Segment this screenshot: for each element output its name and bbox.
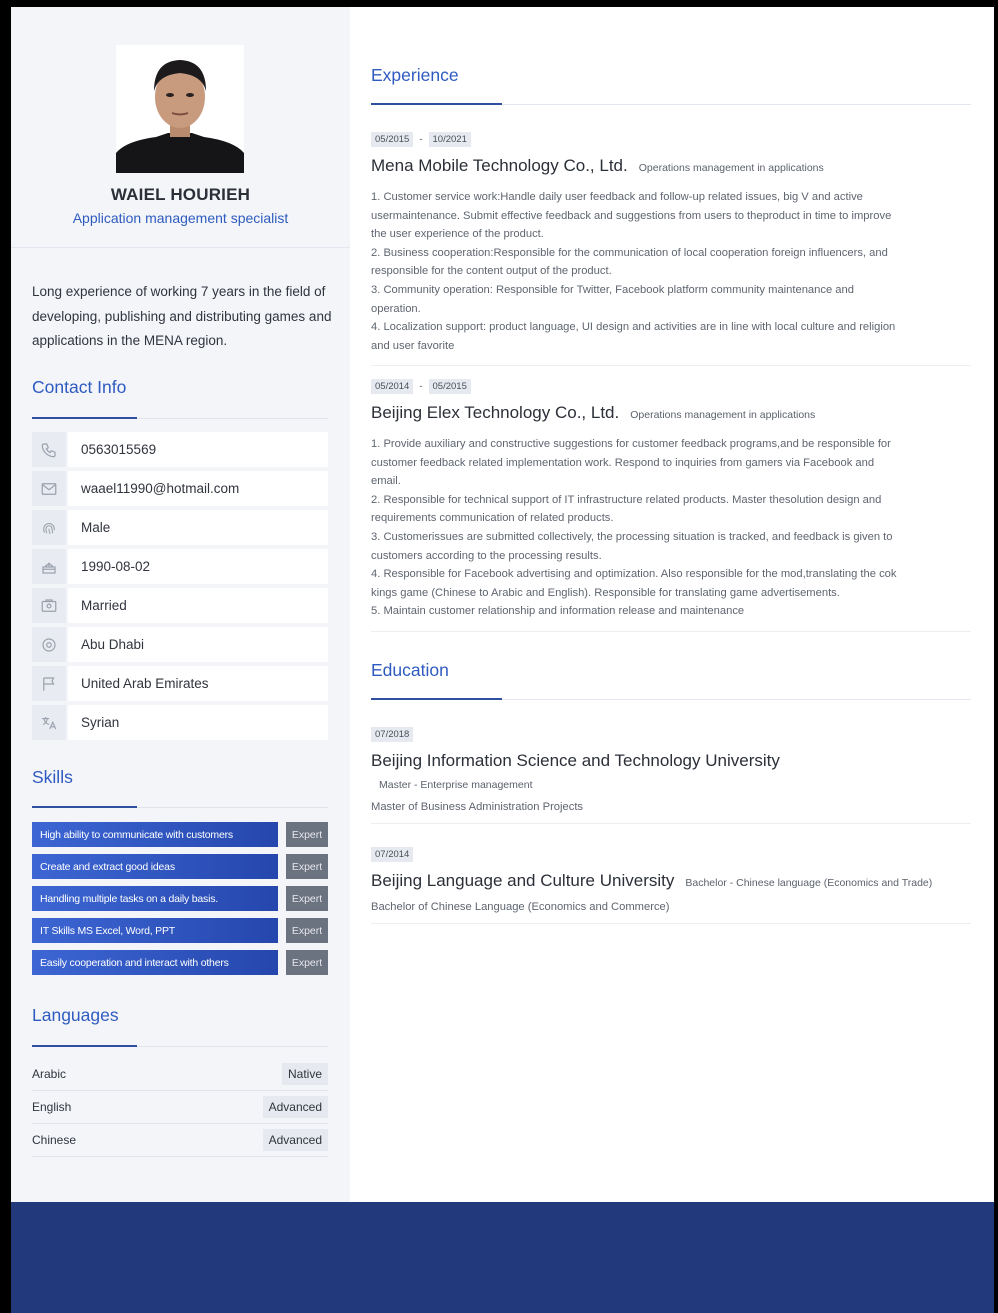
language-level: Advanced — [263, 1129, 328, 1151]
entry-divider — [371, 823, 971, 824]
description-line: email. — [371, 475, 401, 488]
description-line: 4. Responsible for Facebook advertising and optimization. Also responsible for the mod,translating the cok — [371, 568, 897, 581]
end-date: 05/2015 — [429, 379, 471, 394]
job-description — [371, 435, 971, 621]
skill-level-badge: Expert — [286, 950, 328, 975]
skill-level-badge: Expert — [286, 822, 328, 847]
education-entry — [371, 846, 971, 924]
city: Abu Dhabi — [68, 627, 328, 662]
description-line: 3. Customerissues are submitted collectively, the processing situation is tracked, and feedback is given to — [371, 530, 893, 543]
degree: Master - Enterprise management — [379, 779, 533, 791]
description-line: requirements communication of related products. — [371, 512, 614, 525]
date-separator: - — [419, 133, 423, 145]
position-title: Operations management in applications — [630, 409, 816, 421]
description-line: operation. — [371, 302, 421, 315]
entry-header — [371, 871, 971, 891]
languages-divider — [32, 1046, 328, 1047]
company-name: Beijing Elex Technology Co., Ltd. — [371, 403, 620, 422]
divider — [11, 247, 350, 248]
graduation-date: 07/2018 — [371, 727, 413, 742]
entry-header — [371, 403, 971, 423]
phone-icon — [32, 432, 66, 467]
degree-description: Bachelor of Chinese Language (Economics and Commerce) — [371, 901, 670, 913]
skill-label: IT Skills MS Excel, Word, PPT — [32, 918, 278, 943]
gender: Male — [68, 510, 328, 545]
language-name: English — [32, 1100, 72, 1114]
languages-list — [32, 1058, 328, 1157]
date-range — [371, 131, 971, 147]
contact-row-nationality — [32, 705, 328, 744]
language-row — [32, 1124, 328, 1157]
end-date: 10/2021 — [429, 132, 471, 147]
contact-row-city — [32, 627, 328, 666]
contact-divider — [32, 418, 328, 419]
skill-label: High ability to communicate with customers — [32, 822, 278, 847]
description-line: and user favorite — [371, 339, 455, 352]
flag-icon — [32, 666, 66, 701]
entry-divider — [371, 631, 971, 632]
company-name: Mena Mobile Technology Co., Ltd. — [371, 156, 628, 175]
skill-level-badge: Expert — [286, 918, 328, 943]
country: United Arab Emirates — [68, 666, 328, 701]
start-date: 05/2015 — [371, 132, 413, 147]
description-line: 2. Responsible for technical support of IT infrastructure related products. Master thesolution design and — [371, 493, 882, 506]
nationality: Syrian — [68, 705, 328, 740]
birth-date: 1990-08-02 — [68, 549, 328, 584]
skill-label: Handling multiple tasks on a daily basis. — [32, 886, 278, 911]
date-range — [371, 726, 971, 742]
education-heading: Education — [371, 660, 449, 680]
description-line: 4. Localization support: product language, UI design and activities are in line with local culture and religion — [371, 321, 896, 334]
school-name: Beijing Language and Culture University — [371, 871, 675, 890]
job-description — [371, 188, 971, 355]
entry-header — [371, 156, 971, 176]
language-level: Native — [282, 1063, 328, 1085]
skill-level-badge: Expert — [286, 854, 328, 879]
degree-description: Master of Business Administration Projects — [371, 801, 584, 813]
description-line: the user experience of the product. — [371, 228, 544, 241]
description-line: 1. Provide auxiliary and constructive suggestions for customer feedback programs,and be responsible for — [371, 438, 891, 450]
experience-divider — [371, 104, 971, 105]
languages-heading: Languages — [32, 1005, 119, 1025]
description-line: usermaintenance. Submit effective feedback and suggestions from users to theproduct in time to improve — [371, 209, 892, 222]
skill-item — [32, 854, 328, 886]
date-range — [371, 846, 971, 862]
experience-entry — [371, 378, 971, 632]
sidebar — [11, 7, 350, 1202]
profile-summary: Long experience of working 7 years in the field of developing, publishing and distributing games and applications in the MENA region. — [32, 284, 332, 348]
contact-row-phone — [32, 432, 328, 471]
phone-number[interactable]: 0563015569 — [68, 432, 328, 467]
contact-heading: Contact Info — [32, 377, 127, 397]
entry-header — [371, 751, 971, 771]
id-card-icon — [32, 588, 66, 623]
marital-status: Married — [68, 588, 328, 623]
degree: Bachelor - Chinese language (Economics and Trade) — [685, 877, 933, 889]
description-line: responsible for the content output of the product. — [371, 265, 612, 278]
skill-item — [32, 918, 328, 950]
contact-row-marital — [32, 588, 328, 627]
contact-row-gender — [32, 510, 328, 549]
job-title: Application management specialist — [72, 210, 289, 226]
contact-row-email — [32, 471, 328, 510]
skill-item — [32, 950, 328, 982]
description-line: 1. Customer service work:Handle daily user feedback and follow-up related issues, big V and active — [371, 191, 863, 203]
experience-entry — [371, 131, 971, 366]
graduation-date: 07/2014 — [371, 847, 413, 862]
footer-band — [11, 1202, 994, 1313]
skill-label: Easily cooperation and interact with others — [32, 950, 278, 975]
skills-divider — [32, 807, 328, 808]
contact-row-birthday — [32, 549, 328, 588]
skills-list — [32, 822, 328, 982]
resume-page — [11, 7, 994, 1313]
skill-label: Create and extract good ideas — [32, 854, 278, 879]
skills-heading: Skills — [32, 767, 73, 787]
description-line: 2. Business cooperation:Responsible for the communication of local cooperation foreign influencers, and — [371, 246, 888, 259]
description-line: kings game (Chinese to Arabic and English). Responsible for translating game advertisements. — [371, 586, 840, 599]
skill-item — [32, 886, 328, 918]
date-range — [371, 378, 971, 394]
language-row — [32, 1091, 328, 1124]
entry-divider — [371, 923, 971, 924]
location-pin-icon — [32, 627, 66, 662]
education-entry — [371, 726, 971, 824]
skill-item — [32, 822, 328, 854]
translate-icon — [32, 705, 66, 740]
skill-level-badge: Expert — [286, 886, 328, 911]
fingerprint-icon — [32, 510, 66, 545]
language-row — [32, 1058, 328, 1091]
language-name: Chinese — [32, 1133, 77, 1147]
entry-divider — [371, 365, 971, 366]
cake-icon — [32, 549, 66, 584]
start-date: 05/2014 — [371, 379, 413, 394]
school-name: Beijing Information Science and Technology University — [371, 751, 780, 770]
position-title: Operations management in applications — [638, 162, 824, 174]
profile-photo — [116, 45, 244, 173]
mail-icon — [32, 471, 66, 506]
experience-heading: Experience — [371, 65, 459, 85]
date-separator: - — [419, 380, 423, 392]
language-name: Arabic — [32, 1067, 67, 1081]
email-address[interactable]: waael11990@hotmail.com — [68, 471, 328, 506]
description-line: 5. Maintain customer relationship and information release and maintenance — [371, 605, 745, 618]
description-line: 3. Community operation: Responsible for Twitter, Facebook platform community maintenance and — [371, 283, 854, 296]
education-divider — [371, 699, 971, 700]
full-name: WAIEL HOURIEH — [110, 185, 251, 204]
language-level: Advanced — [263, 1096, 328, 1118]
contact-row-country — [32, 666, 328, 705]
description-line: customers according to the processing results. — [371, 549, 602, 562]
portrait-image — [116, 45, 244, 173]
contact-list — [32, 432, 328, 744]
description-line: customer feedback related implementation work. Respond to inquiries from gamers via Facebook and — [371, 456, 875, 469]
